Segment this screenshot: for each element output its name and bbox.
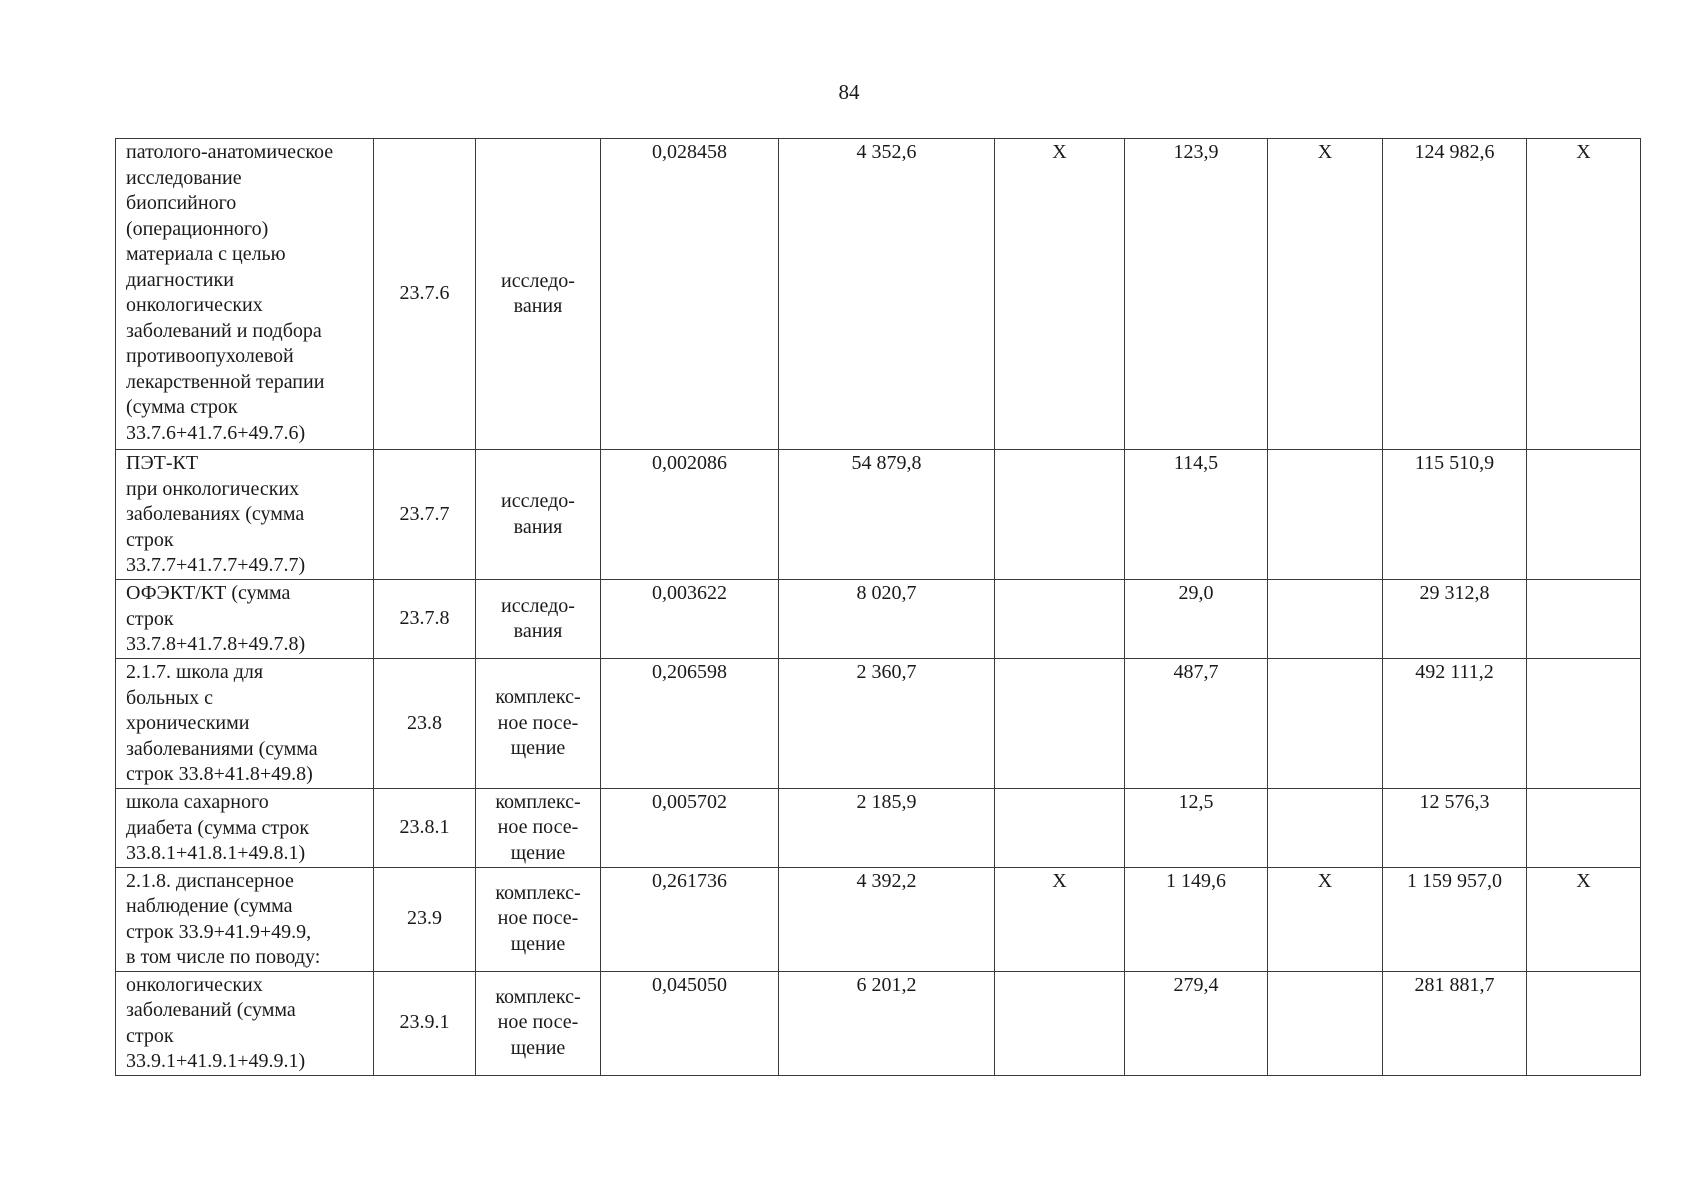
row-name-cell: онкологических заболеваний (сумма строк 33.9.1+41.9.1+49.9.1) xyxy=(116,971,374,1075)
row-value-cell: 6 201,2 xyxy=(779,971,995,1075)
row-value-cell xyxy=(1268,450,1383,580)
row-value-cell: 0,002086 xyxy=(601,450,779,580)
row-value-cell: 54 879,8 xyxy=(779,450,995,580)
row-value-cell: 124 982,6 xyxy=(1383,139,1527,450)
row-value-cell xyxy=(995,789,1125,868)
data-table xyxy=(115,138,1641,1076)
row-value-cell xyxy=(1268,659,1383,789)
row-value-cell: 279,4 xyxy=(1125,971,1268,1075)
row-value-cell: 29,0 xyxy=(1125,580,1268,659)
row-code-cell: 23.7.6 xyxy=(374,139,476,450)
row-value-cell: X xyxy=(995,139,1125,450)
row-value-cell xyxy=(995,659,1125,789)
row-value-cell: X xyxy=(1268,139,1383,450)
row-code-cell: 23.7.8 xyxy=(374,580,476,659)
row-value-cell: 123,9 xyxy=(1125,139,1268,450)
row-value-cell xyxy=(1527,450,1641,580)
row-name-cell: ОФЭКТ/КТ (сумма строк 33.7.8+41.7.8+49.7.8) xyxy=(116,580,374,659)
row-unit-cell: комплекс- ное посе- щение xyxy=(476,971,601,1075)
table-row xyxy=(116,580,1641,659)
row-name-cell: патолого-анатомическое исследование биопсийного (операционного) материала с целью диагностики онкологических заболеваний и подбора противоопухолевой лекарственной терапии (сумма строк 33.7.6+41.7.6+49.7.6) xyxy=(116,139,374,450)
row-value-cell xyxy=(995,580,1125,659)
row-value-cell: 8 020,7 xyxy=(779,580,995,659)
row-value-cell: 1 149,6 xyxy=(1125,867,1268,971)
table-row xyxy=(116,139,1641,450)
row-value-cell: 0,005702 xyxy=(601,789,779,868)
row-value-cell: X xyxy=(1527,867,1641,971)
table-row xyxy=(116,971,1641,1075)
row-value-cell: 12 576,3 xyxy=(1383,789,1527,868)
row-value-cell: 4 352,6 xyxy=(779,139,995,450)
table-row xyxy=(116,450,1641,580)
row-value-cell: 0,028458 xyxy=(601,139,779,450)
row-value-cell: 114,5 xyxy=(1125,450,1268,580)
row-value-cell xyxy=(1527,971,1641,1075)
row-value-cell: 281 881,7 xyxy=(1383,971,1527,1075)
row-value-cell xyxy=(1527,659,1641,789)
row-value-cell: 12,5 xyxy=(1125,789,1268,868)
row-code-cell: 23.9.1 xyxy=(374,971,476,1075)
row-value-cell: 0,045050 xyxy=(601,971,779,1075)
table-row xyxy=(116,659,1641,789)
row-value-cell: 1 159 957,0 xyxy=(1383,867,1527,971)
row-name-cell: 2.1.7. школа для больных с хроническими заболеваниями (сумма строк 33.8+41.8+49.8) xyxy=(116,659,374,789)
row-value-cell xyxy=(1268,971,1383,1075)
row-value-cell xyxy=(1527,789,1641,868)
row-value-cell: 2 185,9 xyxy=(779,789,995,868)
row-value-cell: 4 392,2 xyxy=(779,867,995,971)
row-value-cell: 2 360,7 xyxy=(779,659,995,789)
row-name-cell: школа сахарного диабета (сумма строк 33.8.1+41.8.1+49.8.1) xyxy=(116,789,374,868)
row-code-cell: 23.7.7 xyxy=(374,450,476,580)
row-value-cell: 29 312,8 xyxy=(1383,580,1527,659)
row-value-cell xyxy=(995,971,1125,1075)
row-code-cell: 23.9 xyxy=(374,867,476,971)
row-code-cell: 23.8 xyxy=(374,659,476,789)
row-value-cell xyxy=(1268,580,1383,659)
row-unit-cell: исследо- вания xyxy=(476,139,601,450)
row-unit-cell: исследо- вания xyxy=(476,450,601,580)
row-value-cell: X xyxy=(1527,139,1641,450)
row-name-cell: ПЭТ-КТ при онкологических заболеваниях (сумма строк 33.7.7+41.7.7+49.7.7) xyxy=(116,450,374,580)
row-code-cell: 23.8.1 xyxy=(374,789,476,868)
row-unit-cell: исследо- вания xyxy=(476,580,601,659)
row-unit-cell: комплекс- ное посе- щение xyxy=(476,659,601,789)
row-unit-cell: комплекс- ное посе- щение xyxy=(476,789,601,868)
table-row xyxy=(116,789,1641,868)
row-value-cell: 115 510,9 xyxy=(1383,450,1527,580)
row-value-cell xyxy=(1527,580,1641,659)
row-unit-cell: комплекс- ное посе- щение xyxy=(476,867,601,971)
row-value-cell: X xyxy=(1268,867,1383,971)
row-name-cell: 2.1.8. диспансерное наблюдение (сумма строк 33.9+41.9+49.9, в том числе по поводу: xyxy=(116,867,374,971)
row-value-cell: 487,7 xyxy=(1125,659,1268,789)
row-value-cell: 0,003622 xyxy=(601,580,779,659)
row-value-cell xyxy=(1268,789,1383,868)
page-number: 84 xyxy=(838,80,860,104)
row-value-cell xyxy=(995,450,1125,580)
row-value-cell: X xyxy=(995,867,1125,971)
row-value-cell: 0,261736 xyxy=(601,867,779,971)
table-row xyxy=(116,867,1641,971)
row-value-cell: 0,206598 xyxy=(601,659,779,789)
row-value-cell: 492 111,2 xyxy=(1383,659,1527,789)
